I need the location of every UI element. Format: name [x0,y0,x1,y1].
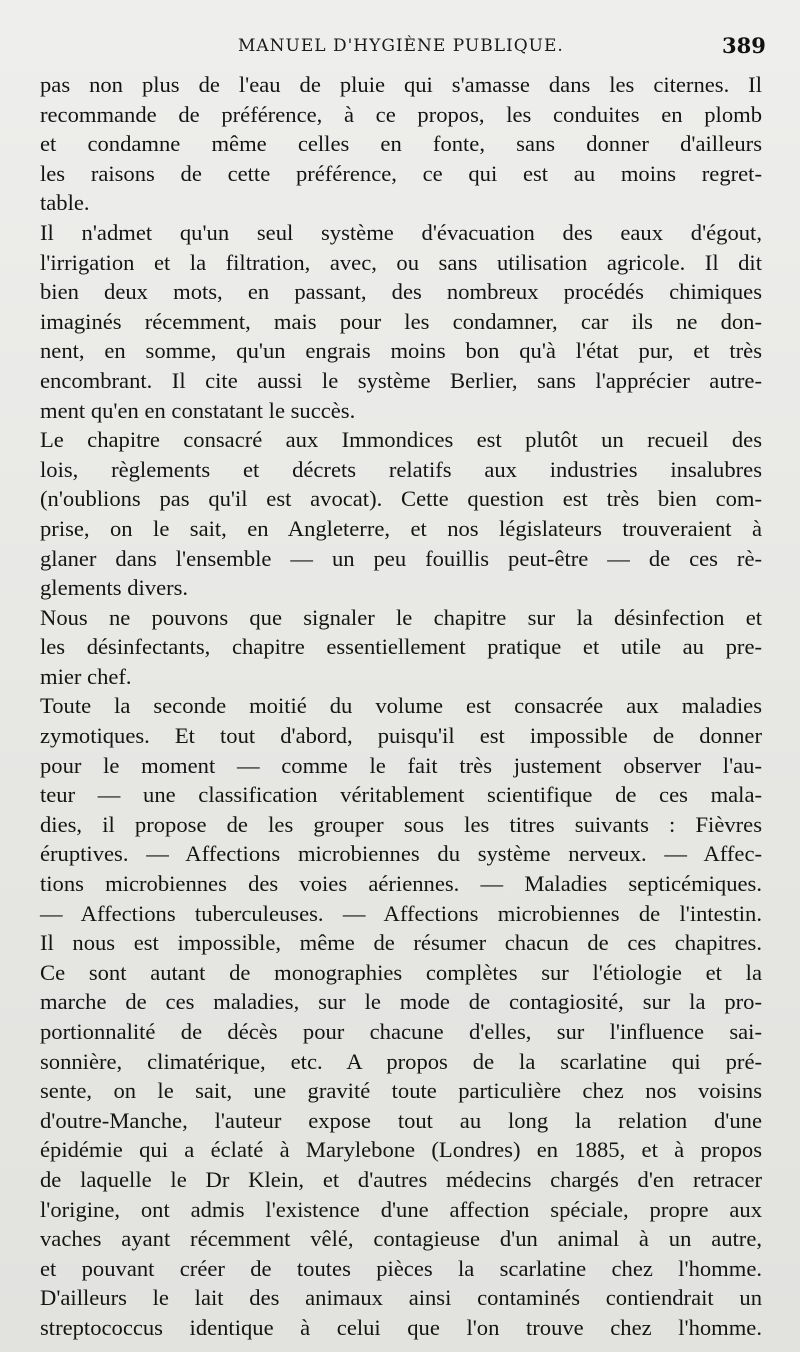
text-line: l'origine, ont admis l'existence d'une affection spéciale, propre aux [40,1196,762,1222]
text-line: Il n'admet qu'un seul système d'évacuation des eaux d'égout, [40,219,762,245]
text-line: les désinfectants, chapitre essentiellement pratique et utile au pre- [40,634,762,660]
text-line: lois, règlements et décrets relatifs aux industries insalubres [40,456,762,482]
text-line: streptococcus identique à celui que l'on trouve chez l'homme. [40,1314,762,1340]
text-line: nent, en somme, qu'un engrais moins bon qu'à l'état pur, et très [40,338,762,364]
text-line: vaches ayant récemment vêlé, contagieuse d'un animal à un autre, [40,1226,762,1252]
text-line: teur — une classification véritablement scientifique de ces mala- [40,782,762,808]
text-line: glaner dans l'ensemble — un peu fouillis peut-être — de ces rè- [40,545,762,571]
text-line: (n'oublions pas qu'il est avocat). Cette question est très bien com- [40,486,762,512]
text-line: épidémie qui a éclaté à Marylebone (Londres) en 1885, et à propos [40,1137,762,1163]
text-line: glements divers. [40,575,189,601]
text-line: ment qu'en en constatant le succès. [40,397,356,423]
page-header [0,32,800,62]
text-line: éruptives. — Affections microbiennes du système nerveux. — Affec- [40,841,762,867]
text-line: pas non plus de l'eau de pluie qui s'amasse dans les citernes. Il [40,72,762,97]
page-number: 389 [722,33,766,58]
text-line: sonnière, climatérique, etc. A propos de la scarlatine qui pré- [40,1048,762,1074]
text-line: D'ailleurs le lait des animaux ainsi contaminés contiendrait un [40,1285,762,1311]
text-line: imaginés récemment, mais pour les condamner, car ils ne don- [40,308,762,334]
text-line: l'irrigation et la filtration, avec, ou sans utilisation agricole. Il dit [40,249,762,275]
text-line: de laquelle le Dr Klein, et d'autres médecins chargés d'en retracer [40,1166,762,1192]
text-line: et pouvant créer de toutes pièces la scarlatine chez l'homme. [40,1255,762,1281]
text-line: — Affections tuberculeuses. — Affections microbiennes de l'intestin. [40,900,762,926]
text-line: Le chapitre consacré aux Immondices est plutôt un recueil des [40,427,762,453]
text-line: Toute la seconde moitié du volume est consacrée aux maladies [40,693,762,719]
text-line: bien deux mots, en passant, des nombreux procédés chimiques [40,279,762,305]
text-line: table. [40,190,90,216]
text-line: Ce sont autant de monographies complètes sur l'étiologie et la [40,959,762,985]
text-line: sente, on le sait, une gravité toute particulière chez nos voisins [40,1078,762,1104]
text-line: prise, on le sait, en Angleterre, et nos législateurs trouveraient à [40,515,762,541]
text-line: Nous ne pouvons que signaler le chapitre sur la désinfection et [40,604,762,630]
text-line: portionnalité de décès pour chacune d'elles, sur l'influence sai- [40,1019,762,1044]
text-line: marche de ces maladies, sur le mode de contagiosité, sur la pro- [40,989,762,1015]
text-line: d'outre-Manche, l'auteur expose tout au long la relation d'une [40,1107,762,1133]
text-line: Il nous est impossible, même de résumer chacun de ces chapitres. [40,930,762,956]
text-line: dies, il propose de les grouper sous les titres suivants : Fièvres [40,811,762,837]
text-line: encombrant. Il cite aussi le système Berlier, sans l'apprécier autre- [40,367,762,393]
text-line: zymotiques. Et tout d'abord, puisqu'il est impossible de donner [40,723,762,749]
text-line: recommande de préférence, à ce propos, les conduites en plomb [40,101,762,127]
text-line: tions microbiennes des voies aériennes. — Maladies septicémiques. [40,871,762,897]
body-text [40,70,762,1343]
text-line: mier chef. [40,663,132,689]
text-line: pour le moment — comme le fait très justement observer l'au- [40,752,762,778]
running-head: MANUEL D'HYGIÈNE PUBLIQUE. [238,36,564,56]
text-line: les raisons de cette préférence, ce qui est au moins regret- [40,160,762,186]
text-line: et condamne même celles en fonte, sans donner d'ailleurs [40,131,762,157]
